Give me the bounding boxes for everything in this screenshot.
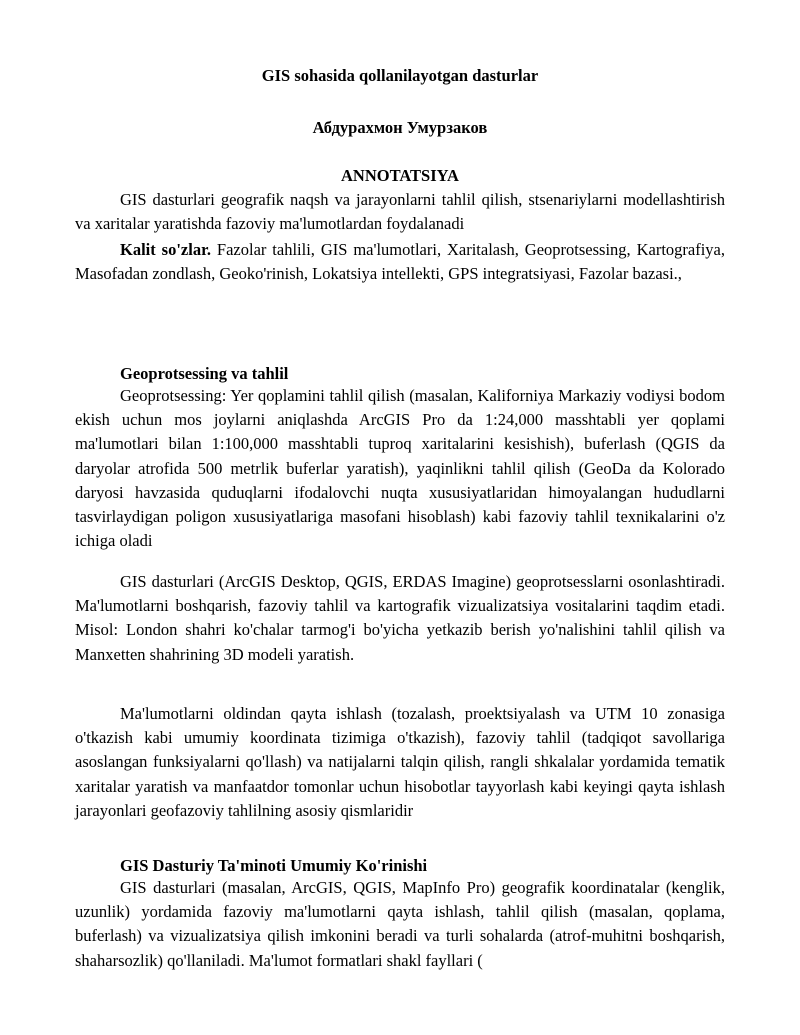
overview-text: GIS dasturlari (masalan, ArcGIS, QGIS, MapInfo Pro) geografik koordinatalar (kenglik, uzunlik) yordamida fazoviy ma'lumotlarni qayta ishlash, tahlil qilish (masalan, qoplama, buferlash) va vizualizatsiya qilish imkonini beradi va turli sohalarda (atrof-muhitni boshqarish, shaharsozlik) qo'llaniladi. Ma'lumot formatlari shakl fayllari (: [75, 878, 725, 970]
geoprocessing-text: Geoprotsessing: Yer qoplamini tahlil qilish (masalan, Kaliforniya Markaziy vodiysi bodom ekish uchun mos joylarni aniqlashda ArcGIS Pro da 1:24,000 masshtabli yer qoplami ma'lumotlari bilan 1:100,000 masshtabli tuproq xaritalarini kesishish), buferlash (QGIS da daryolar atrofida 500 metrlik buferlar yaratish), yaqinlikni tahlil qilish (GeoDa da Kolorado daryosi havzasida quduqlarni ifodalovchi nuqta xususiyatlaridan himoyalangan hududlarni tasvirlaydigan poligon xususiyatlariga masofani hisoblash) kabi fazoviy tahlil texnikalarini o'z ichiga oladi: [75, 386, 725, 551]
geoprocessing-paragraph: [75, 384, 725, 553]
annotation-text: GIS dasturlari geografik naqsh va jarayonlarni tahlil qilish, stsenariylarni modellashtirish va xaritalar yaratishda fazoviy ma'lumotlardan foydalanadi: [75, 190, 725, 234]
preprocessing-text: Ma'lumotlarni oldindan qayta ishlash (tozalash, proektsiyalash va UTM 10 zonasiga o'tkazish kabi umumiy koordinata tizimiga o'tkazish), fazoviy tahlil (tadqiqot savollariga asoslangan funksiyalarni qo'llash) va natijalarni talqin qilish, rangli shkalalar yordamida tematik xaritalar yaratish va manfaatdor tomonlar uchun hisobotlar tayyorlash kabi keyingi qayta ishlash jarayonlari geofazoviy tahlilning asosiy qismlaridir: [75, 704, 725, 820]
section-heading-geoprocessing: Geoprotsessing va tahlil: [120, 364, 289, 383]
annotation-paragraph: [75, 188, 725, 236]
document-author: Абдурахмон Умурзаков: [312, 118, 488, 137]
section-heading-overview: GIS Dasturiy Ta'minoti Umumiy Ko'rinishi: [120, 856, 428, 875]
gis-software-text: GIS dasturlari (ArcGIS Desktop, QGIS, ERDAS Imagine) geoprotsesslarni osonlashtiradi. Ma'lumotlarni boshqarish, fazoviy tahlil va kartografik vizualizatsiya vositalarini taqdim etadi. Misol: London shahri ko'chalar tarmog'i bo'yicha yetkazib berish yo'nalishini tahlil qilish va Manxetten shahrining 3D modeli yaratish.: [75, 572, 725, 664]
document-title: GIS sohasida qollanilayotgan dasturlar: [261, 66, 539, 85]
annotation-heading: ANNOTATSIYA: [341, 166, 459, 185]
keywords-text: Fazolar tahlili, GIS ma'lumotlari, Xaritalash, Geoprotsessing, Kartografiya, Masofadan zondlash, Geoko'rinish, Lokatsiya intellekti, GPS integratsiyasi, Fazolar bazasi.,: [75, 240, 725, 284]
keywords-paragraph: [75, 238, 725, 286]
preprocessing-paragraph: [75, 702, 725, 823]
overview-paragraph: [75, 876, 725, 973]
gis-software-paragraph: [75, 570, 725, 667]
keywords-label: Kalit so'zlar.: [120, 240, 212, 259]
